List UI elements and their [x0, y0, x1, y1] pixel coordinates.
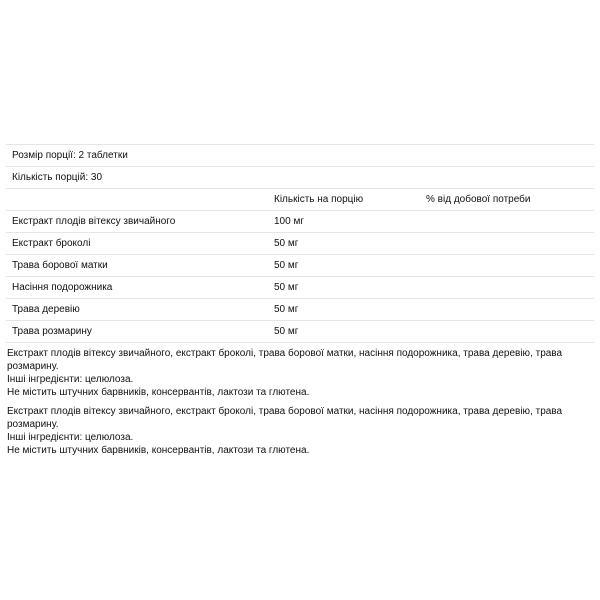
table-row — [6, 321, 594, 343]
ingredient-daily-value — [420, 277, 594, 299]
free-from-note: Не містить штучних барвників, консервантів, лактози та глютена. — [7, 387, 310, 398]
ingredient-name: Трава борової матки — [6, 255, 268, 277]
table-row — [6, 299, 594, 321]
ingredient-daily-value — [420, 233, 594, 255]
table-row — [6, 233, 594, 255]
composition-block — [7, 347, 593, 399]
ingredient-daily-value — [420, 211, 594, 233]
header-ingredient — [6, 189, 268, 211]
header-daily-value: % від добової потреби — [420, 189, 594, 211]
ingredient-name: Насіння подорожника — [6, 277, 268, 299]
ingredient-name: Екстракт плодів вітексу звичайного — [6, 211, 268, 233]
ingredient-daily-value — [420, 321, 594, 343]
other-ingredients: Інші інгредієнти: целюлоза. — [7, 432, 134, 443]
servings-count-row — [6, 167, 594, 189]
ingredient-name: Екстракт броколі — [6, 233, 268, 255]
ingredient-daily-value — [420, 255, 594, 277]
ingredient-name: Трава деревію — [6, 299, 268, 321]
table-row — [6, 277, 594, 299]
ingredients-list: Екстракт плодів вітексу звичайного, екстракт броколі, трава борової матки, насіння подорожника, трава деревію, трава розмарину. — [7, 406, 563, 430]
ingredient-amount: 50 мг — [268, 255, 420, 277]
table-row — [6, 255, 594, 277]
composition-block — [7, 405, 593, 457]
ingredient-amount: 50 мг — [268, 277, 420, 299]
servings-count: Кількість порцій: 30 — [6, 167, 594, 189]
ingredient-amount: 50 мг — [268, 299, 420, 321]
ingredient-name: Трава розмарину — [6, 321, 268, 343]
serving-size-row — [6, 145, 594, 167]
free-from-note: Не містить штучних барвників, консервантів, лактози та глютена. — [7, 445, 310, 456]
supplement-facts-panel — [6, 144, 594, 343]
table-header-row — [6, 189, 594, 211]
serving-size: Розмір порції: 2 таблетки — [6, 145, 594, 167]
table-row — [6, 211, 594, 233]
ingredient-amount: 100 мг — [268, 211, 420, 233]
other-ingredients: Інші інгредієнти: целюлоза. — [7, 374, 134, 385]
ingredient-daily-value — [420, 299, 594, 321]
ingredient-amount: 50 мг — [268, 321, 420, 343]
ingredients-list: Екстракт плодів вітексу звичайного, екстракт броколі, трава борової матки, насіння подорожника, трава деревію, трава розмарину. — [7, 348, 563, 372]
ingredient-amount: 50 мг — [268, 233, 420, 255]
header-amount: Кількість на порцію — [268, 189, 420, 211]
supplement-facts-table — [6, 144, 594, 343]
